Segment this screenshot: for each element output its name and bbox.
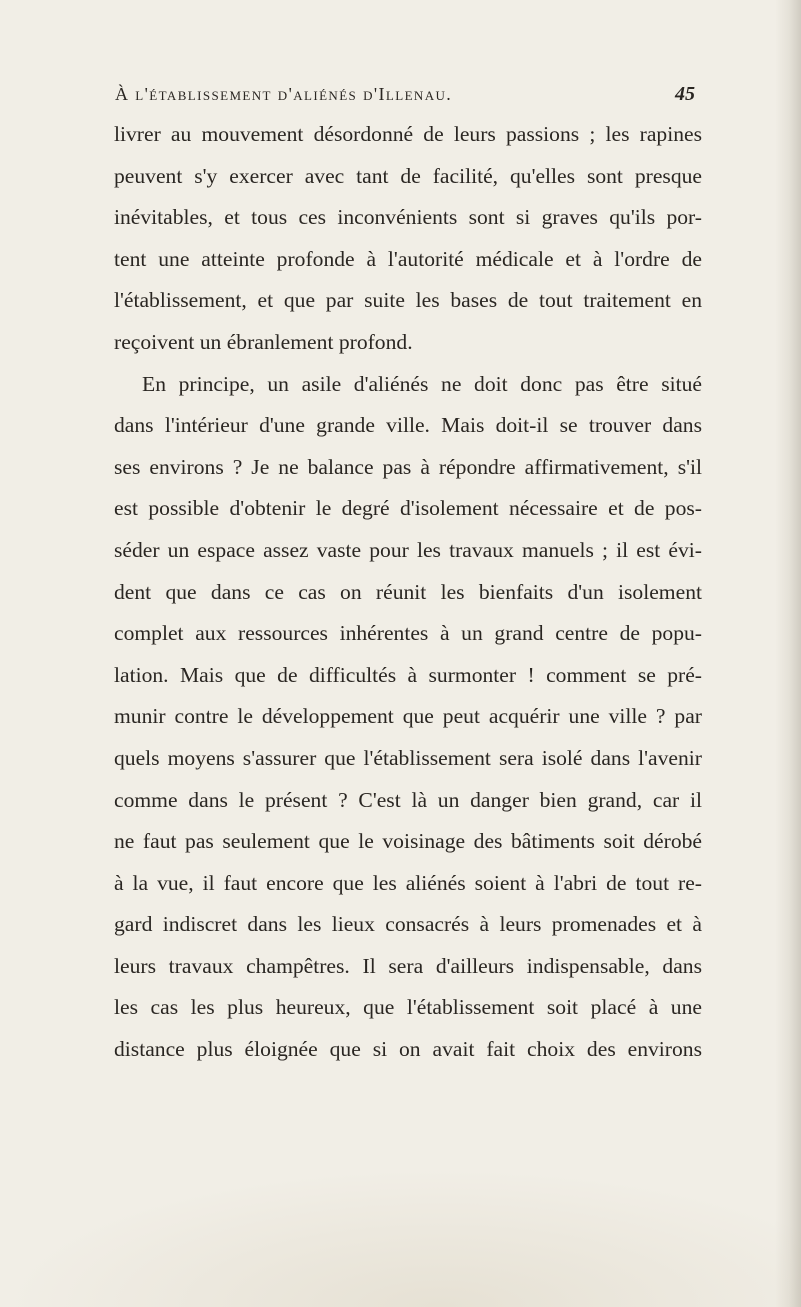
running-title: À l'établissement d'aliénés d'Illenau. (115, 83, 453, 104)
text-line: livrer au mouvement désordonné de leurs passions ; les rapines (114, 122, 702, 146)
text-line: l'établissement, et que par suite les bases de tout traitement en (114, 288, 702, 313)
text-line: ses environs ? Je ne balance pas à répondre affirmativement, s'il (114, 454, 702, 479)
text-line: lation. Mais que de difficultés à surmonter ! comment se pré- (114, 662, 702, 687)
body-text (114, 114, 702, 1071)
text-line: peuvent s'y exercer avec tant de facilité, qu'elles sont presque (114, 163, 702, 188)
text-line: gard indiscret dans les lieux consacrés à leurs promenades et à (114, 912, 702, 937)
page-edge-shadow (775, 0, 801, 1307)
paragraph-end-line: reçoivent un ébranlement profond. (114, 329, 413, 354)
text-line: complet aux ressources inhérentes à un grand centre de popu- (114, 621, 702, 646)
text-line: tent une atteinte profonde à l'autorité médicale et à l'ordre de (114, 246, 702, 271)
text-line: inévitables, et tous ces inconvénients sont si graves qu'ils por- (114, 205, 702, 230)
text-line: distance plus éloignée que si on avait fait choix des environs (114, 1037, 702, 1062)
page-number: 45 (675, 82, 695, 105)
text-line: à la vue, il faut encore que les aliénés soient à l'abri de tout re- (114, 870, 702, 895)
paper-stain (0, 1167, 801, 1307)
text-line: comme dans le présent ? C'est là un danger bien grand, car il (114, 787, 702, 812)
paragraph-start-line: En principe, un asile d'aliénés ne doit donc pas être situé (142, 371, 702, 396)
text-line: les cas les plus heureux, que l'établissement soit placé à une (114, 995, 702, 1020)
text-line: munir contre le développement que peut acquérir une ville ? par (114, 704, 702, 729)
text-line: ne faut pas seulement que le voisinage des bâtiments soit dérobé (114, 829, 702, 854)
text-line: leurs travaux champêtres. Il sera d'ailleurs indispensable, dans (114, 953, 702, 978)
text-line: dent que dans ce cas on réunit les bienfaits d'un isolement (114, 579, 702, 604)
running-header (115, 80, 695, 108)
text-line: est possible d'obtenir le degré d'isolement nécessaire et de pos- (114, 496, 702, 521)
text-line: séder un espace assez vaste pour les travaux manuels ; il est évi- (114, 537, 702, 562)
text-line: quels moyens s'assurer que l'établissement sera isolé dans l'avenir (114, 745, 702, 770)
text-line: dans l'intérieur d'une grande ville. Mais doit-il se trouver dans (114, 413, 702, 438)
